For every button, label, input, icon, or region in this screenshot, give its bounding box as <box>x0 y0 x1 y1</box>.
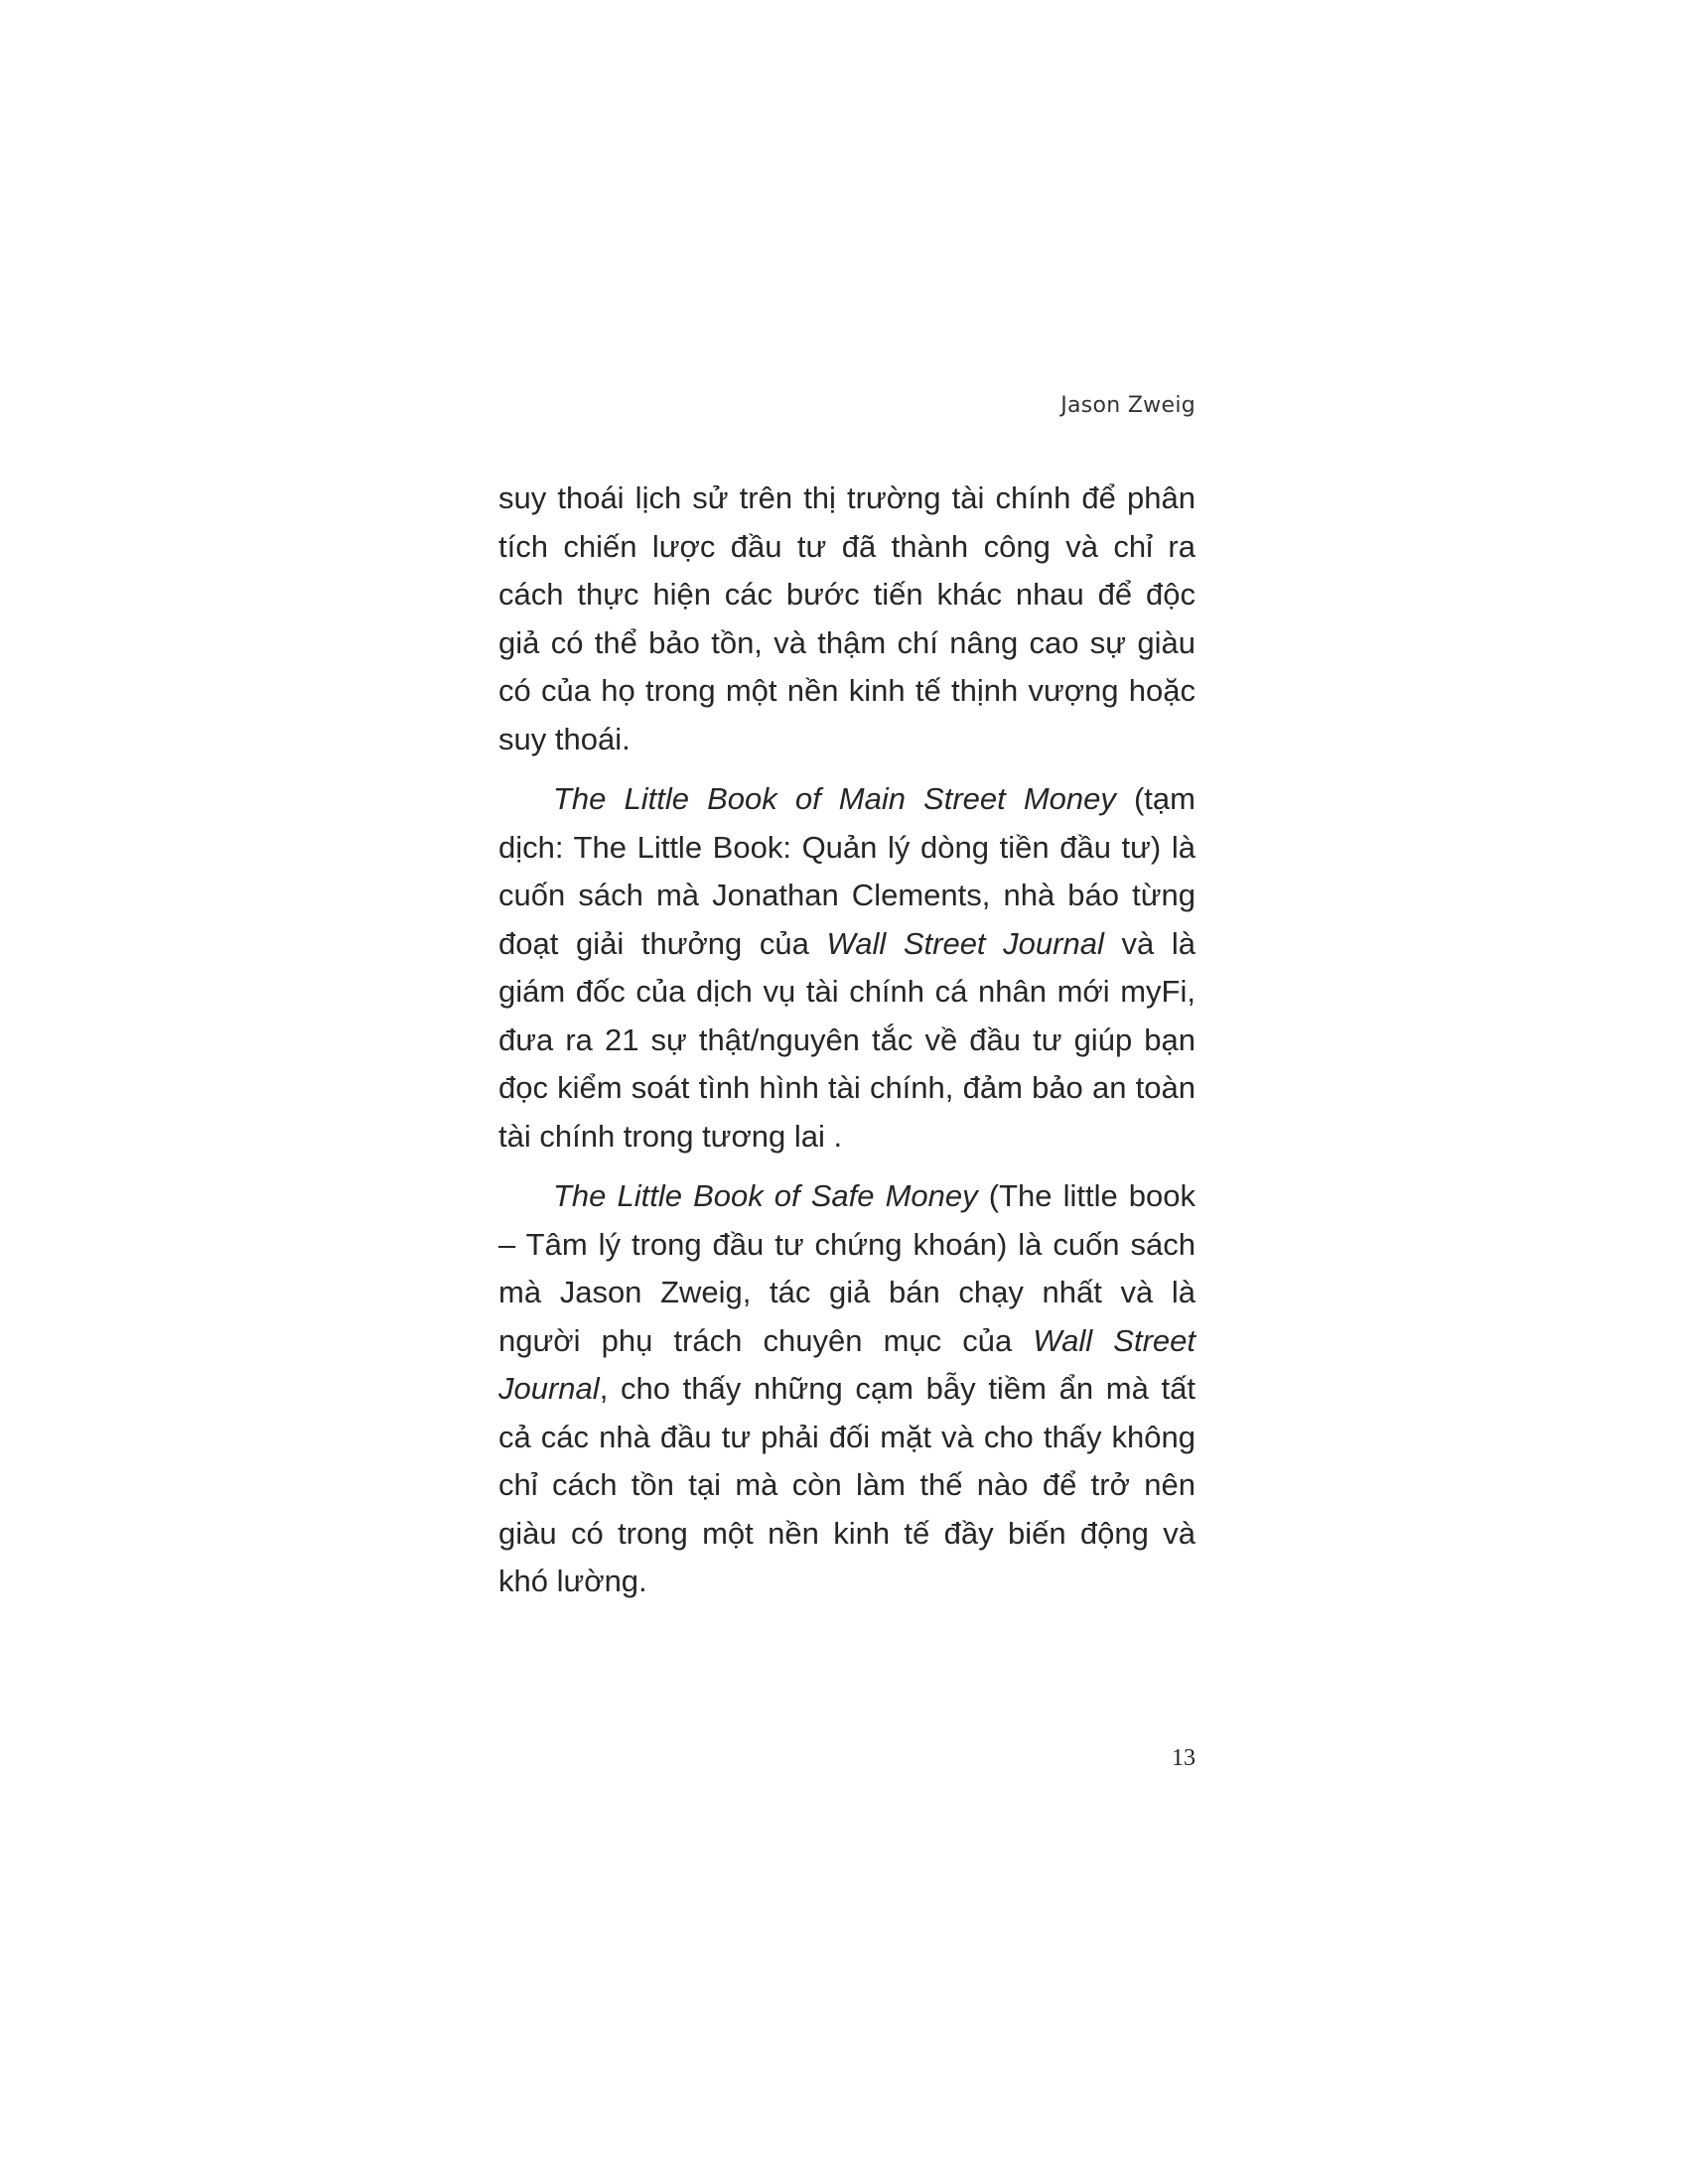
paragraph-3-text-b: , cho thấy những cạm bẫy tiềm ẩn mà tất cả các nhà đầu tư phải đối mặt và cho thấy không chỉ cách tồn tại mà còn làm thế nào để trở nên giàu có trong một nền kinh tế đầy biến động và khó lường. <box>498 1371 1196 1598</box>
book-title-safe-money: The Little Book of Safe Money <box>553 1178 978 1213</box>
paragraph-2-text-b: và là giám đốc của dịch vụ tài chính cá nhân mới myFi, đưa ra 21 sự thật/nguyên tắc về đầu tư giúp bạn đọc kiểm soát tình hình tài chính, đảm bảo an toàn tài chính trong tương lai . <box>498 925 1196 1154</box>
book-title-main-street-money: The Little Book of Main Street Money <box>553 781 1116 816</box>
paragraph-3-text-a: (The little book – Tâm lý trong đầu tư chứng khoán) là cuốn sách mà Jason Zweig, tác giả bán chạy nhất và là người phụ trách chuyên mục của <box>498 1178 1196 1358</box>
journal-name: Wall Street Journal <box>498 1322 1196 1406</box>
paragraph-3 <box>498 1172 1196 1606</box>
body-text <box>498 475 1196 1618</box>
running-header: Jason Zweig <box>1060 393 1196 418</box>
paragraph-2-text-a: (tạm dịch: The Little Book: Quản lý dòng tiền đầu tư) là cuốn sách mà Jonathan Clements, nhà báo từng đoạt giải thưởng của <box>498 781 1196 961</box>
paragraph-2 <box>498 775 1196 1160</box>
journal-name: Wall Street Journal <box>826 925 1104 961</box>
paragraph-1 <box>498 475 1196 763</box>
page-number: 13 <box>1172 1745 1196 1771</box>
paragraph-1-text: suy thoái lịch sử trên thị trường tài chính để phân tích chiến lược đầu tư đã thành công và chỉ ra cách thực hiện các bước tiến khác nhau để độc giả có thể bảo tồn, và thậm chí nâng cao sự giàu có của họ trong một nền kinh tế thịnh vượng hoặc suy thoái. <box>498 480 1196 756</box>
